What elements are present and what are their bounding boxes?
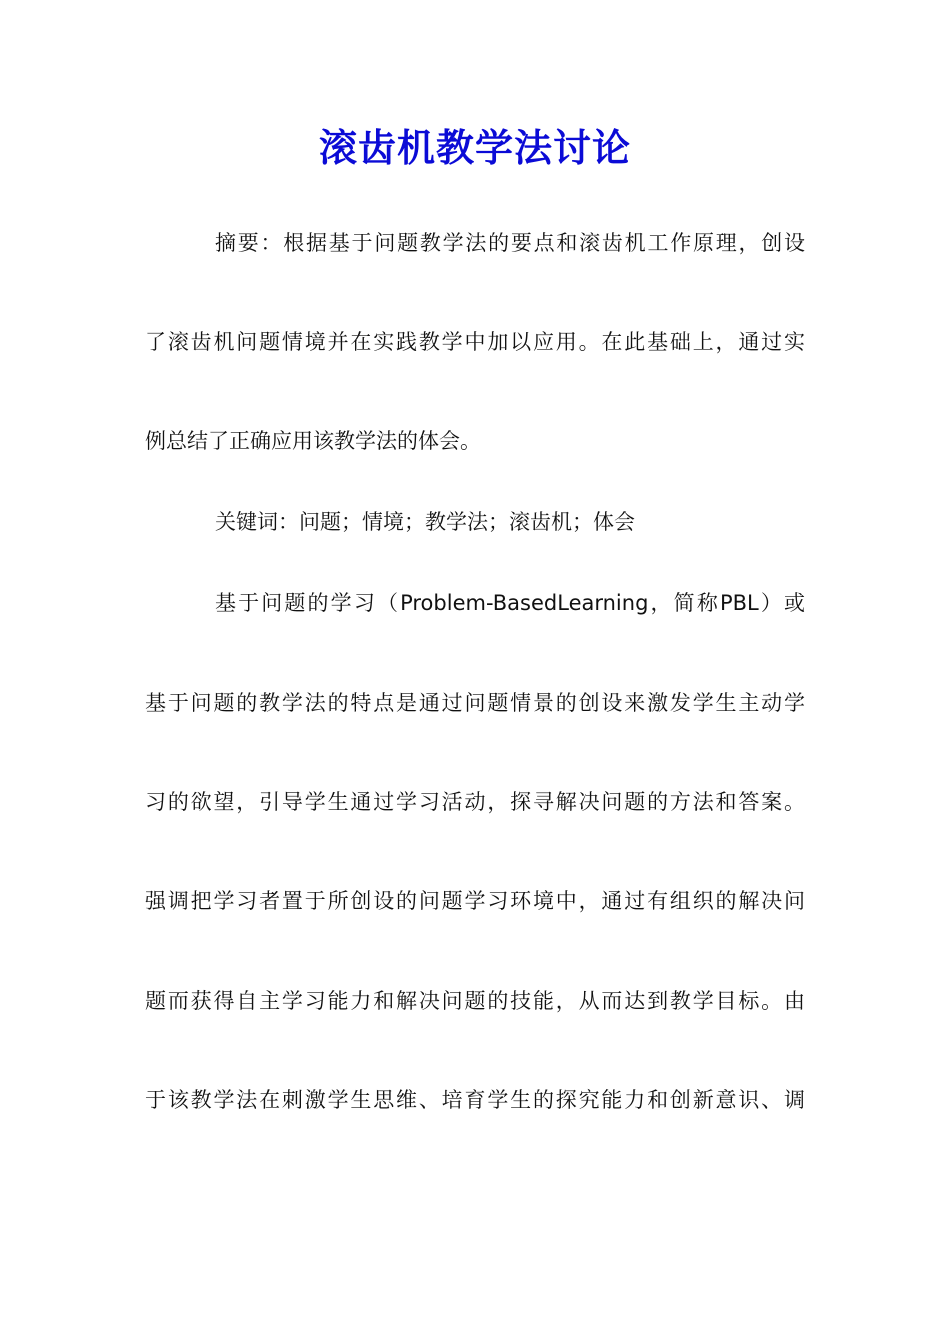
- body-line-5: 题而获得自主学习能力和解决问题的技能，从而达到教学目标。由: [145, 989, 805, 1013]
- abstract-line-3: 例总结了正确应用该教学法的体会。: [145, 429, 481, 453]
- body-line-6: 于该教学法在刺激学生思维、培育学生的探究能力和创新意识、调: [145, 1088, 805, 1112]
- body-line-3: 习的欲望，引导学生通过学习活动，探寻解决问题的方法和答案。: [145, 790, 805, 814]
- keywords-line: 关键词：问题；情境；教学法；滚齿机；体会: [215, 510, 635, 534]
- body-line-2: 基于问题的教学法的特点是通过问题情景的创设来激发学生主动学: [145, 691, 805, 715]
- abstract-line-1: 摘要：根据基于问题教学法的要点和滚齿机工作原理，创设: [215, 231, 805, 255]
- abstract-line-2: 了滚齿机问题情境并在实践教学中加以应用。在此基础上，通过实: [145, 330, 805, 354]
- body-line-1: 基于问题的学习（Problem-BasedLearning，简称PBL）或: [215, 591, 805, 615]
- body-line-4: 强调把学习者置于所创设的问题学习环境中，通过有组织的解决问: [145, 889, 805, 913]
- document-title: 滚齿机教学法讨论: [318, 125, 631, 170]
